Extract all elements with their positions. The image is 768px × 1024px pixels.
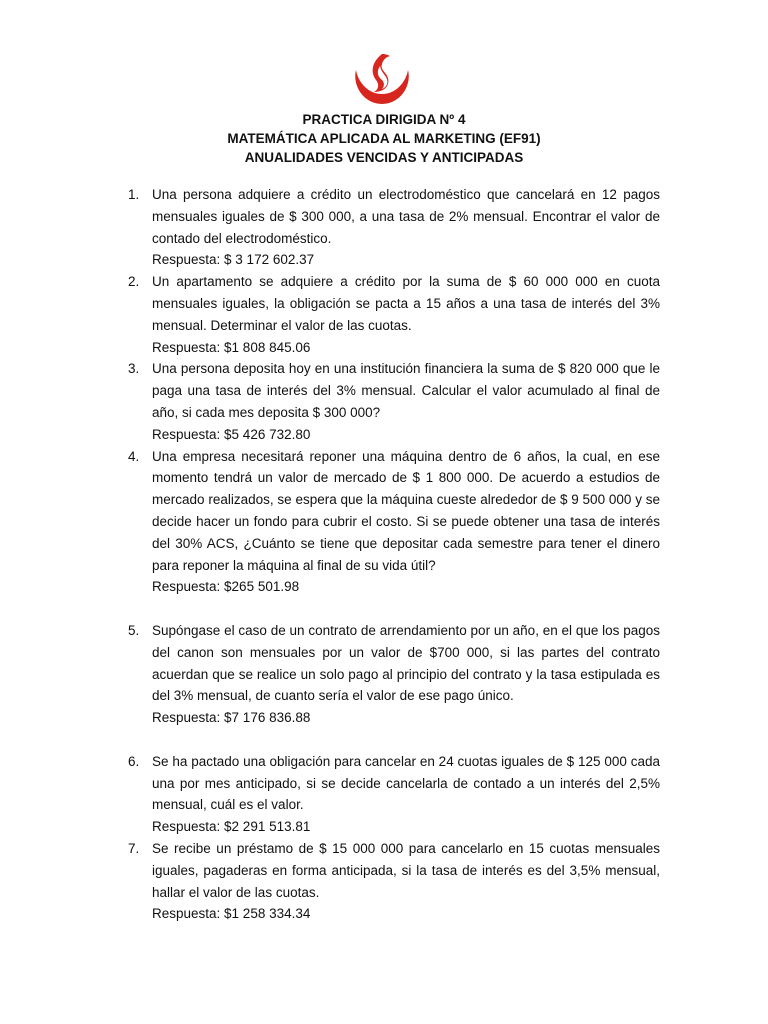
problem-question: Una persona deposita hoy en una institución financiera la suma de $ 820 000 que le paga una tasa de interés del 3% mensual. Calcular el valor acumulado al final de año, si cada mes deposita $ 300 000? — [152, 361, 660, 420]
problem-answer: Respuesta: $265 501.98 — [152, 579, 300, 595]
problem-answer: Respuesta: $ 3 172 602.37 — [152, 252, 315, 268]
problem-item — [0, 271, 660, 358]
problem-number: 2. — [128, 274, 140, 290]
problem-answer: Respuesta: $5 426 732.80 — [152, 426, 311, 442]
problem-item — [0, 446, 660, 599]
problem-item — [0, 358, 660, 445]
problem-number: 7. — [128, 840, 140, 856]
problem-list — [0, 184, 768, 925]
problem-number: 1. — [128, 187, 140, 202]
problem-question: Una empresa necesitará reponer una máquina dentro de 6 años, la cual, en ese momento tendrá un valor de mercado de $ 1 800 000. De acuerdo a estudios de mercado realizados, se espera que la máquina cueste alrededor de $ 9 500 000 y se decide hacer un fondo para cubrir el costo. Si se puede obtener una tasa de interés del 30% ACS, ¿Cuánto se tiene que depositar cada semestre para tener el dinero para reponer la máquina al final de su vida útil? — [152, 448, 660, 573]
problem-question: Supóngase el caso de un contrato de arrendamiento por un año, en el que los pagos del canon son mensuales por un valor de $700 000, si las partes del contrato acuerdan que se realice un solo pago al principio del contrato y la tasa estipulada es del 3% mensual, de cuanto sería el valor de ese pago único. — [152, 622, 660, 704]
problem-number: 4. — [128, 448, 140, 464]
problem-item — [0, 620, 660, 729]
problem-question: Se recibe un préstamo de $ 15 000 000 para cancelarlo en 15 cuotas mensuales iguales, pagaderas en forma anticipada, si la tasa de interés es del 3,5% mensual, hallar el valor de las cuotas. — [152, 840, 660, 900]
problem-item — [0, 838, 660, 925]
document-header — [0, 110, 768, 167]
problem-number: 5. — [128, 622, 140, 638]
problem-question: Se ha pactado una obligación para cancelar en 24 cuotas iguales de $ 125 000 cada una por mes anticipado, si se decide cancelarla de contado a un interés del 2,5% mensual, cuál es el valor. — [152, 753, 660, 813]
problem-item — [0, 184, 660, 271]
problem-number: 3. — [128, 361, 140, 377]
problem-item — [0, 751, 660, 838]
upc-logo — [350, 52, 414, 108]
problem-answer: Respuesta: $2 291 513.81 — [152, 819, 311, 835]
problem-answer: Respuesta: $7 176 836.88 — [152, 710, 311, 726]
problem-answer: Respuesta: $1 808 845.06 — [152, 339, 311, 355]
problem-number: 6. — [128, 753, 140, 769]
problem-question: Un apartamento se adquiere a crédito por la suma de $ 60 000 000 en cuota mensuales iguales, la obligación se pacta a 15 años a una tasa de interés del 3% mensual. Determinar el valor de las cuotas. — [152, 274, 660, 333]
practice-title: PRACTICA DIRIGIDA Nº 4 — [302, 112, 466, 127]
problem-answer: Respuesta: $1 258 334.34 — [152, 906, 311, 922]
topic-title: ANUALIDADES VENCIDAS Y ANTICIPADAS — [244, 150, 524, 165]
problem-question: Una persona adquiere a crédito un electrodoméstico que cancelará en 12 pagos mensuales iguales de $ 300 000, a una tasa de 2% mensual. Encontrar el valor de contado del electrodoméstico. — [152, 187, 660, 246]
course-title: MATEMÁTICA APLICADA AL MARKETING (EF91) — [227, 131, 541, 146]
